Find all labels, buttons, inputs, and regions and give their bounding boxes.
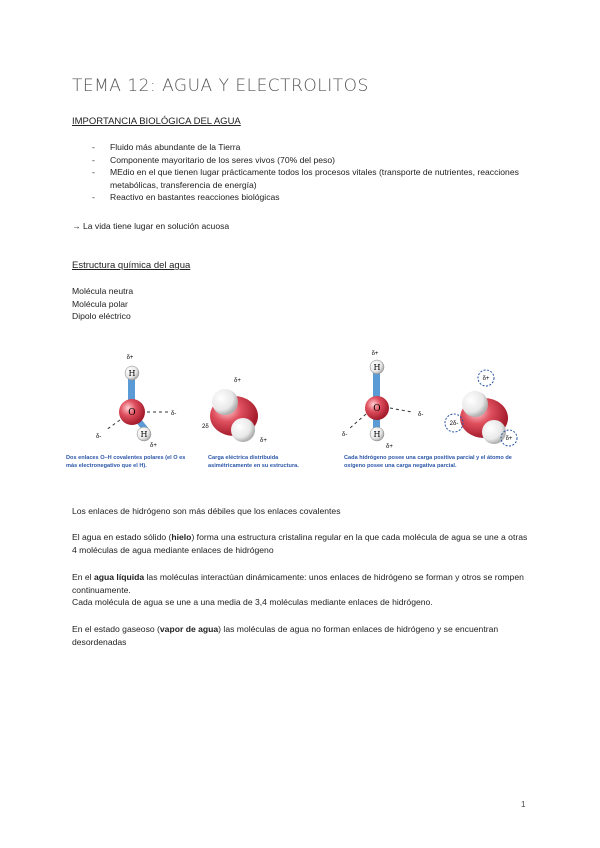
page-title: TEMA 12: AGUA Y ELECTROLITOS (72, 76, 369, 96)
lone-pair-right (390, 408, 412, 412)
text-span: En el (72, 572, 94, 582)
property-neutral: Molécula neutra (72, 286, 134, 296)
text-span: ) las moléculas de agua no forman enlaces de hidrógeno y se encuentran desordenadas (72, 624, 499, 647)
text-span: Cada molécula de agua se une a una media de 3,4 moléculas mediante enlaces de hidrógeno. (72, 597, 433, 608)
bullet-list (92, 141, 542, 204)
h-top-label: H (128, 369, 136, 378)
o-label: O (128, 408, 136, 418)
ball-stick-model-right (342, 351, 423, 450)
charge-label: 2δ- (449, 421, 459, 427)
property-dipole: Dipolo eléctrico (72, 311, 131, 322)
conclusion-text: → La vida tiene lugar en solución acuosa (72, 221, 230, 231)
hydrogen-sphere (482, 420, 506, 444)
hydrogen-sphere (462, 391, 488, 417)
charge-label: 2δ (202, 424, 209, 430)
page-number: 1 (521, 800, 526, 809)
h-bottom-label: H (140, 430, 148, 439)
text-span: ) forma una estructura cristalina regular en la que cada molécula de agua se une a otras 4 moléculas de agua mediante enlaces de hidrógeno (72, 532, 528, 555)
caption-charge-distribution: Carga eléctrica distribuida asimétricamente en su estructura. (208, 455, 299, 469)
charge-label: δ+ (505, 436, 513, 442)
list-item: - Reactivo en bastantes reacciones biológicas (92, 191, 542, 204)
lone-pair-left (350, 414, 366, 428)
lone-pair-left (106, 420, 120, 430)
charge-label: δ+ (386, 444, 393, 450)
charge-label: δ- (96, 434, 102, 440)
water-molecule-figure (62, 340, 532, 480)
list-item: - MEdio en el que tienen lugar prácticamente todos los procesos vitales (transporte de nutrientes, reacciones metabólicas, transferencia de energía) (92, 166, 542, 191)
paragraph-solid-state (72, 531, 532, 556)
bold-term-water-vapor: vapor de agua (159, 624, 219, 634)
bold-term-ice: hielo (171, 532, 192, 542)
hydrogen-sphere (212, 389, 238, 415)
charge-label: δ- (342, 432, 348, 438)
text-span: las moléculas interactúan dinámicamente: unos enlaces de hidrógeno se forman y otros se rompen continuamente. (72, 572, 524, 595)
property-polar: Molécula polar (72, 298, 128, 309)
charge-label: δ- (418, 412, 424, 418)
list-item: - Componente mayoritario de los seres vivos (70% del peso) (92, 154, 542, 167)
text-span: En el estado gaseoso ( (72, 624, 160, 634)
charge-label: δ+ (260, 438, 267, 444)
ball-stick-model-left (96, 355, 176, 449)
caption-covalent-bonds: Dos enlaces O–H covalentes polares (el O es más electronegativo que el H). (66, 455, 186, 469)
paragraph-hydrogen-bonds: Los enlaces de hidrógeno son más débiles que los enlaces covalentes (72, 506, 341, 516)
charge-label: δ+ (234, 378, 241, 384)
paragraph-liquid-state (72, 571, 532, 609)
bold-term-liquid-water: agua líquida (93, 572, 145, 582)
section-heading-importancia: IMPORTANCIA BIOLÓGICA DEL AGUA (72, 116, 241, 127)
molecule-properties (72, 285, 133, 323)
charge-label: δ+ (371, 351, 379, 357)
hydrogen-sphere (231, 418, 255, 442)
space-filling-model-right (445, 370, 517, 446)
o-label: O (373, 404, 381, 414)
h-top-label: H (373, 363, 381, 372)
charge-label: δ- (171, 411, 177, 417)
section-heading-estructura: Estructura química del agua (72, 260, 191, 271)
caption-partial-charges: Cada hidrógeno posee una carga positiva parcial y el átomo de oxígeno posee una carga negativa parcial. (344, 455, 512, 469)
h-bottom-label: H (373, 430, 381, 439)
charge-label: δ+ (150, 443, 157, 449)
charge-label: δ+ (482, 376, 490, 382)
text-span: El agua en estado sólido ( (72, 532, 172, 542)
space-filling-model-left (202, 378, 267, 444)
charge-label: δ+ (126, 355, 134, 361)
paragraph-gas-state (72, 623, 532, 648)
list-item: - Fluido más abundante de la Tierra (92, 141, 542, 154)
